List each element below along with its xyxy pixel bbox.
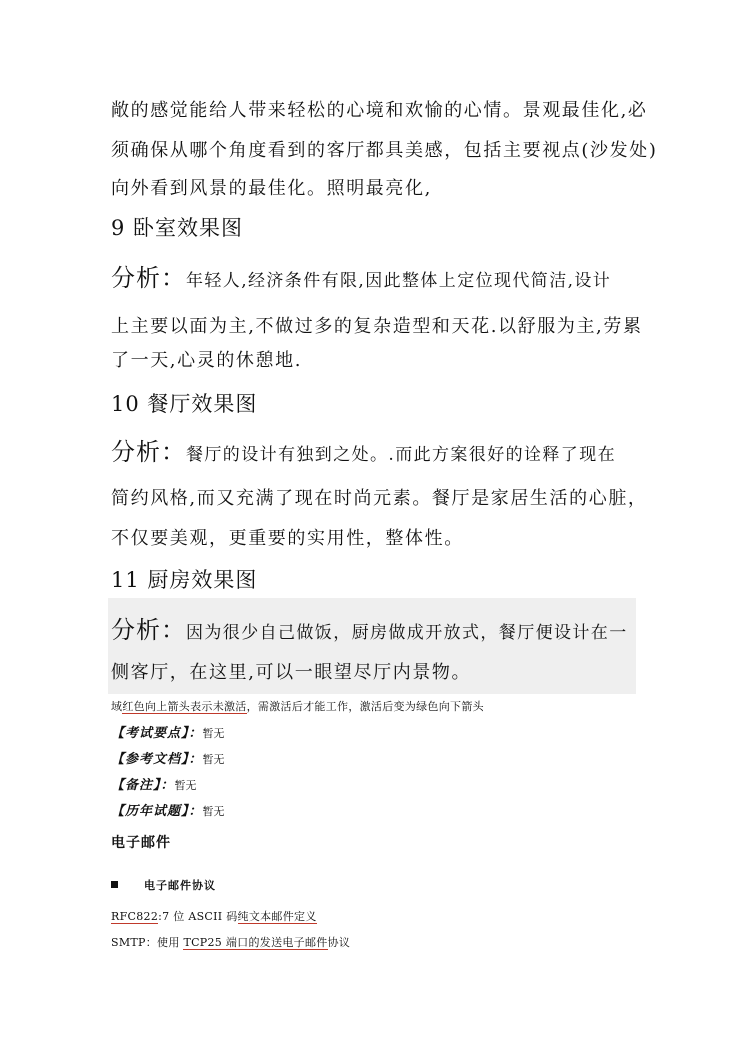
bullet-item [111,874,216,893]
analysis-line [111,258,611,293]
section-heading-kitchen: 11 厨房效果图 [111,568,258,592]
rfc-link[interactable]: RFC822 [111,910,159,923]
field-label: 【备注】： [111,778,175,793]
bullet-heading: 电子邮件协议 [144,879,216,892]
analysis-label: 分析： [111,264,186,292]
smtp-underlined: TCP25 端口的发送电子邮件 [183,936,328,949]
field-label: 【参考文档】： [111,752,203,767]
field-value: 暂无 [174,779,197,792]
paragraph-line: 了一天,心灵的休憩地. [111,350,303,371]
analysis-text: 年轻人,经济条件有限,因此整体上定位现代简洁,设计 [186,271,612,291]
smtp-suffix: 协议 [327,936,351,949]
analysis-text: 餐厅的设计有独到之处。.而此方案很好的诠释了现在 [186,445,617,465]
field-exam-points [111,722,225,741]
paragraph-line: 敞的感觉能给人带来轻松的心境和欢愉的心情。景观最佳化,必 [111,100,648,121]
smtp-prefix: SMTP：使用 [111,936,184,949]
note-rest: ，需激活后才能工作，激活后变为绿色向下箭头 [246,700,484,713]
note-prefix: 域 [111,700,123,713]
paragraph-line: 上主要以面为主,不做过多的复杂造型和天花.以舒服为主,劳累 [111,316,643,337]
field-value: 暂无 [202,753,225,766]
paragraph-line: 不仅要美观，更重要的实用性，整体性。 [111,528,464,549]
paragraph-line: 侧客厅，在这里,可以一眼望尽厅内景物。 [111,662,472,683]
smtp-line [111,934,350,950]
rfc-line [111,908,317,924]
field-reference-docs [111,748,225,767]
rfc-mid: :7 位 ASCII 码 [158,910,238,923]
field-label: 【考试要点】： [111,726,203,741]
section-heading-dining: 10 餐厅效果图 [111,392,258,416]
analysis-label: 分析： [111,616,186,644]
analysis-label: 分析： [111,438,186,466]
field-past-questions [111,800,225,819]
square-bullet-icon [111,881,118,888]
section-heading-bedroom: 9 卧室效果图 [111,216,244,240]
analysis-text: 因为很少自己做饭，厨房做成开放式，餐厅便设计在一 [186,623,628,643]
email-title: 电子邮件 [111,835,171,851]
analysis-line [111,610,628,645]
field-label: 【历年试题】： [111,804,203,819]
analysis-line [111,432,616,467]
note-underlined: 红色向上箭头表示未激活 [122,700,247,713]
paragraph-line: 向外看到风景的最佳化。照明最亮化, [111,178,432,199]
field-value: 暂无 [202,805,225,818]
rfc-underlined: 纯文本邮件定义 [237,910,317,923]
paragraph-line: 须确保从哪个角度看到的客厅都具美感，包括主要视点(沙发处) [111,140,658,161]
paragraph-line: 简约风格,而又充满了现在时尚元素。餐厅是家居生活的心脏， [111,488,648,509]
field-remarks [111,774,197,793]
field-value: 暂无 [202,727,225,740]
field-note [111,698,484,714]
